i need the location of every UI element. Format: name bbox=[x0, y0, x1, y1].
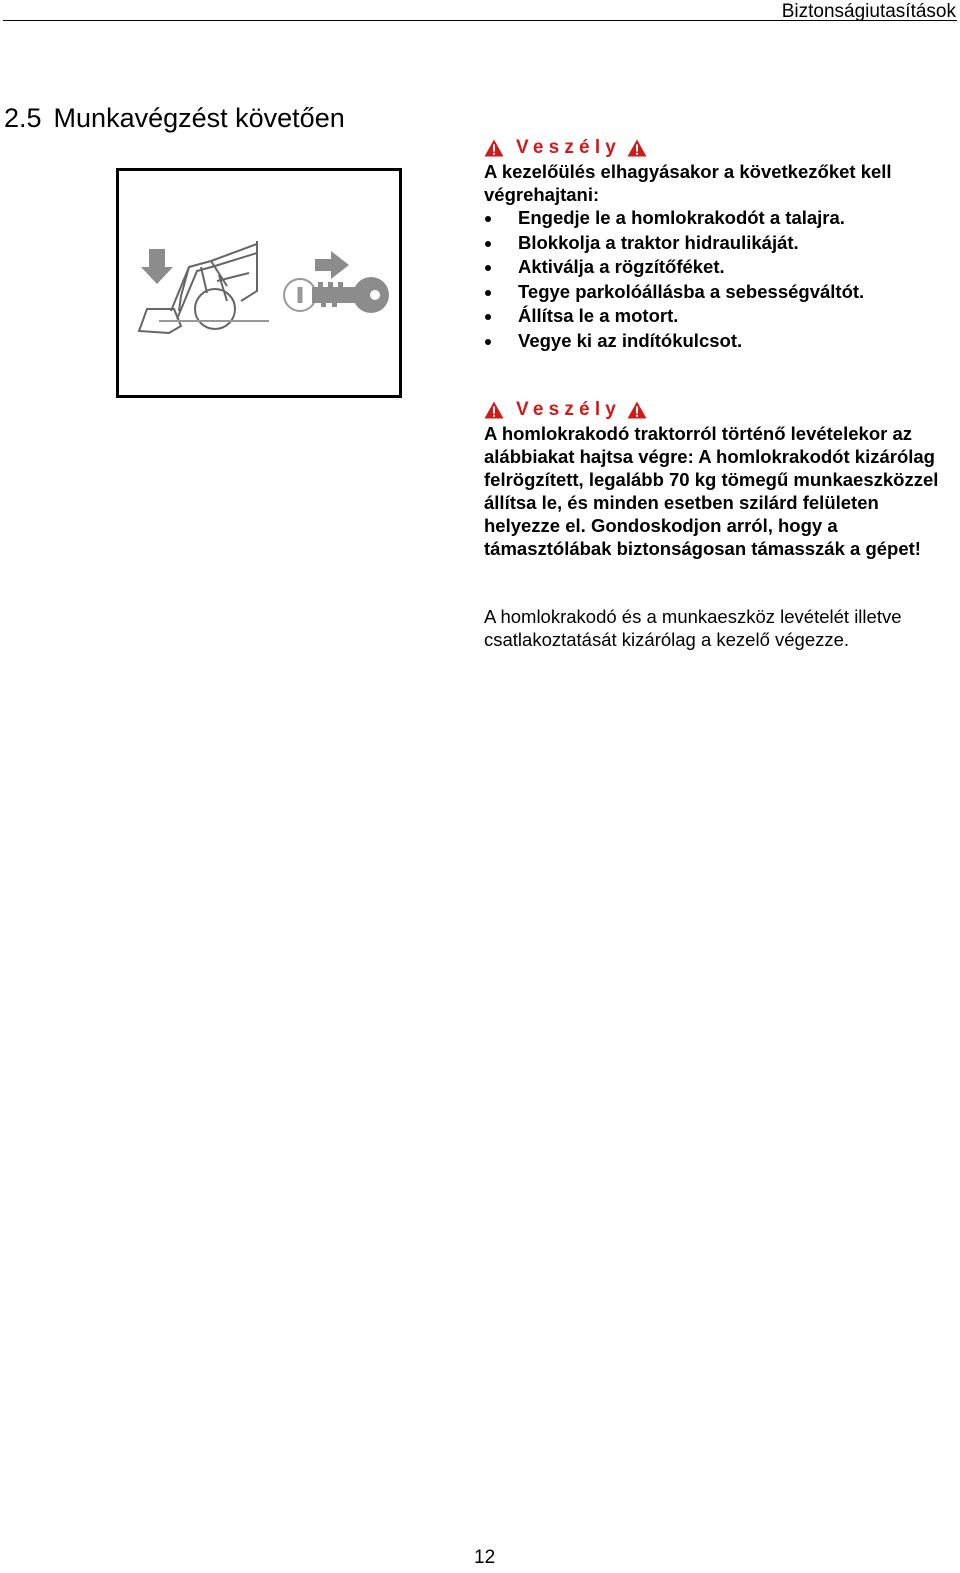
warning-block-detaching-loader bbox=[484, 398, 954, 560]
warning-block-leaving-seat bbox=[484, 136, 954, 353]
list-item-text: Engedje le a homlokrakodót a talajra. bbox=[518, 207, 845, 228]
list-item-text: Állítsa le a motort. bbox=[518, 305, 679, 326]
bullet-icon bbox=[485, 314, 491, 320]
bullet-icon bbox=[485, 265, 491, 271]
list-item bbox=[484, 329, 954, 354]
illustration-drawing bbox=[119, 171, 399, 395]
list-item-text: Tegye parkolóállásba a sebességváltót. bbox=[518, 280, 865, 302]
bullet-icon bbox=[485, 339, 491, 345]
list-item-text: Blokkolja a traktor hidraulikáját. bbox=[518, 231, 799, 253]
warning-label: Veszély bbox=[516, 399, 622, 420]
warning-title bbox=[484, 136, 954, 160]
warning-steps-list bbox=[484, 206, 954, 353]
warning-triangle-icon bbox=[484, 139, 504, 157]
list-item bbox=[484, 304, 954, 329]
header-divider bbox=[3, 20, 957, 21]
bullet-icon bbox=[485, 241, 491, 247]
warning-triangle-icon bbox=[484, 401, 504, 419]
warning-title bbox=[484, 398, 954, 422]
header-title: Biztonságiutasítások bbox=[781, 1, 956, 22]
list-item bbox=[484, 280, 954, 305]
list-item-text: Aktiválja a rögzítőféket. bbox=[518, 256, 725, 277]
warning-triangle-icon bbox=[627, 401, 647, 419]
ignition-key-off-icon bbox=[284, 277, 389, 313]
section-title: Munkavégzést követően bbox=[53, 103, 345, 134]
page-number: 12 bbox=[474, 1547, 496, 1568]
list-item-text: Vegye ki az indítókulcsot. bbox=[518, 329, 743, 351]
warning-triangle-icon bbox=[627, 139, 647, 157]
list-item bbox=[484, 255, 954, 280]
section-number: 2.5 bbox=[4, 103, 42, 134]
warning-text: A homlokrakodó traktorról történő levételekor az alábbiakat hajtsa végre: A homlokrakodót kizárólag felrögzített, legalább 70 kg tömegű munkaeszközzel állítsa le, és minden esetben szilárd felületen helyezze el. Gondoskodjon arról, hogy a támasztólábak biztonságosan támasszák a gépet! bbox=[484, 423, 939, 559]
bullet-icon bbox=[485, 290, 491, 296]
warning-intro: A kezelőülés elhagyásakor a következőket kell végrehajtani: bbox=[484, 161, 892, 205]
safety-illustration bbox=[116, 168, 402, 398]
loader-lower-arrow-icon bbox=[141, 249, 173, 284]
section-heading bbox=[4, 102, 345, 134]
operator-note: A homlokrakodó és a munkaeszköz levételét illetve csatlakoztatását kizárólag a kezelő végezze. bbox=[484, 606, 902, 650]
direction-arrow-icon bbox=[315, 251, 349, 279]
list-item bbox=[484, 206, 954, 231]
warning-label: Veszély bbox=[516, 137, 622, 158]
bullet-icon bbox=[485, 216, 491, 222]
list-item bbox=[484, 231, 954, 256]
